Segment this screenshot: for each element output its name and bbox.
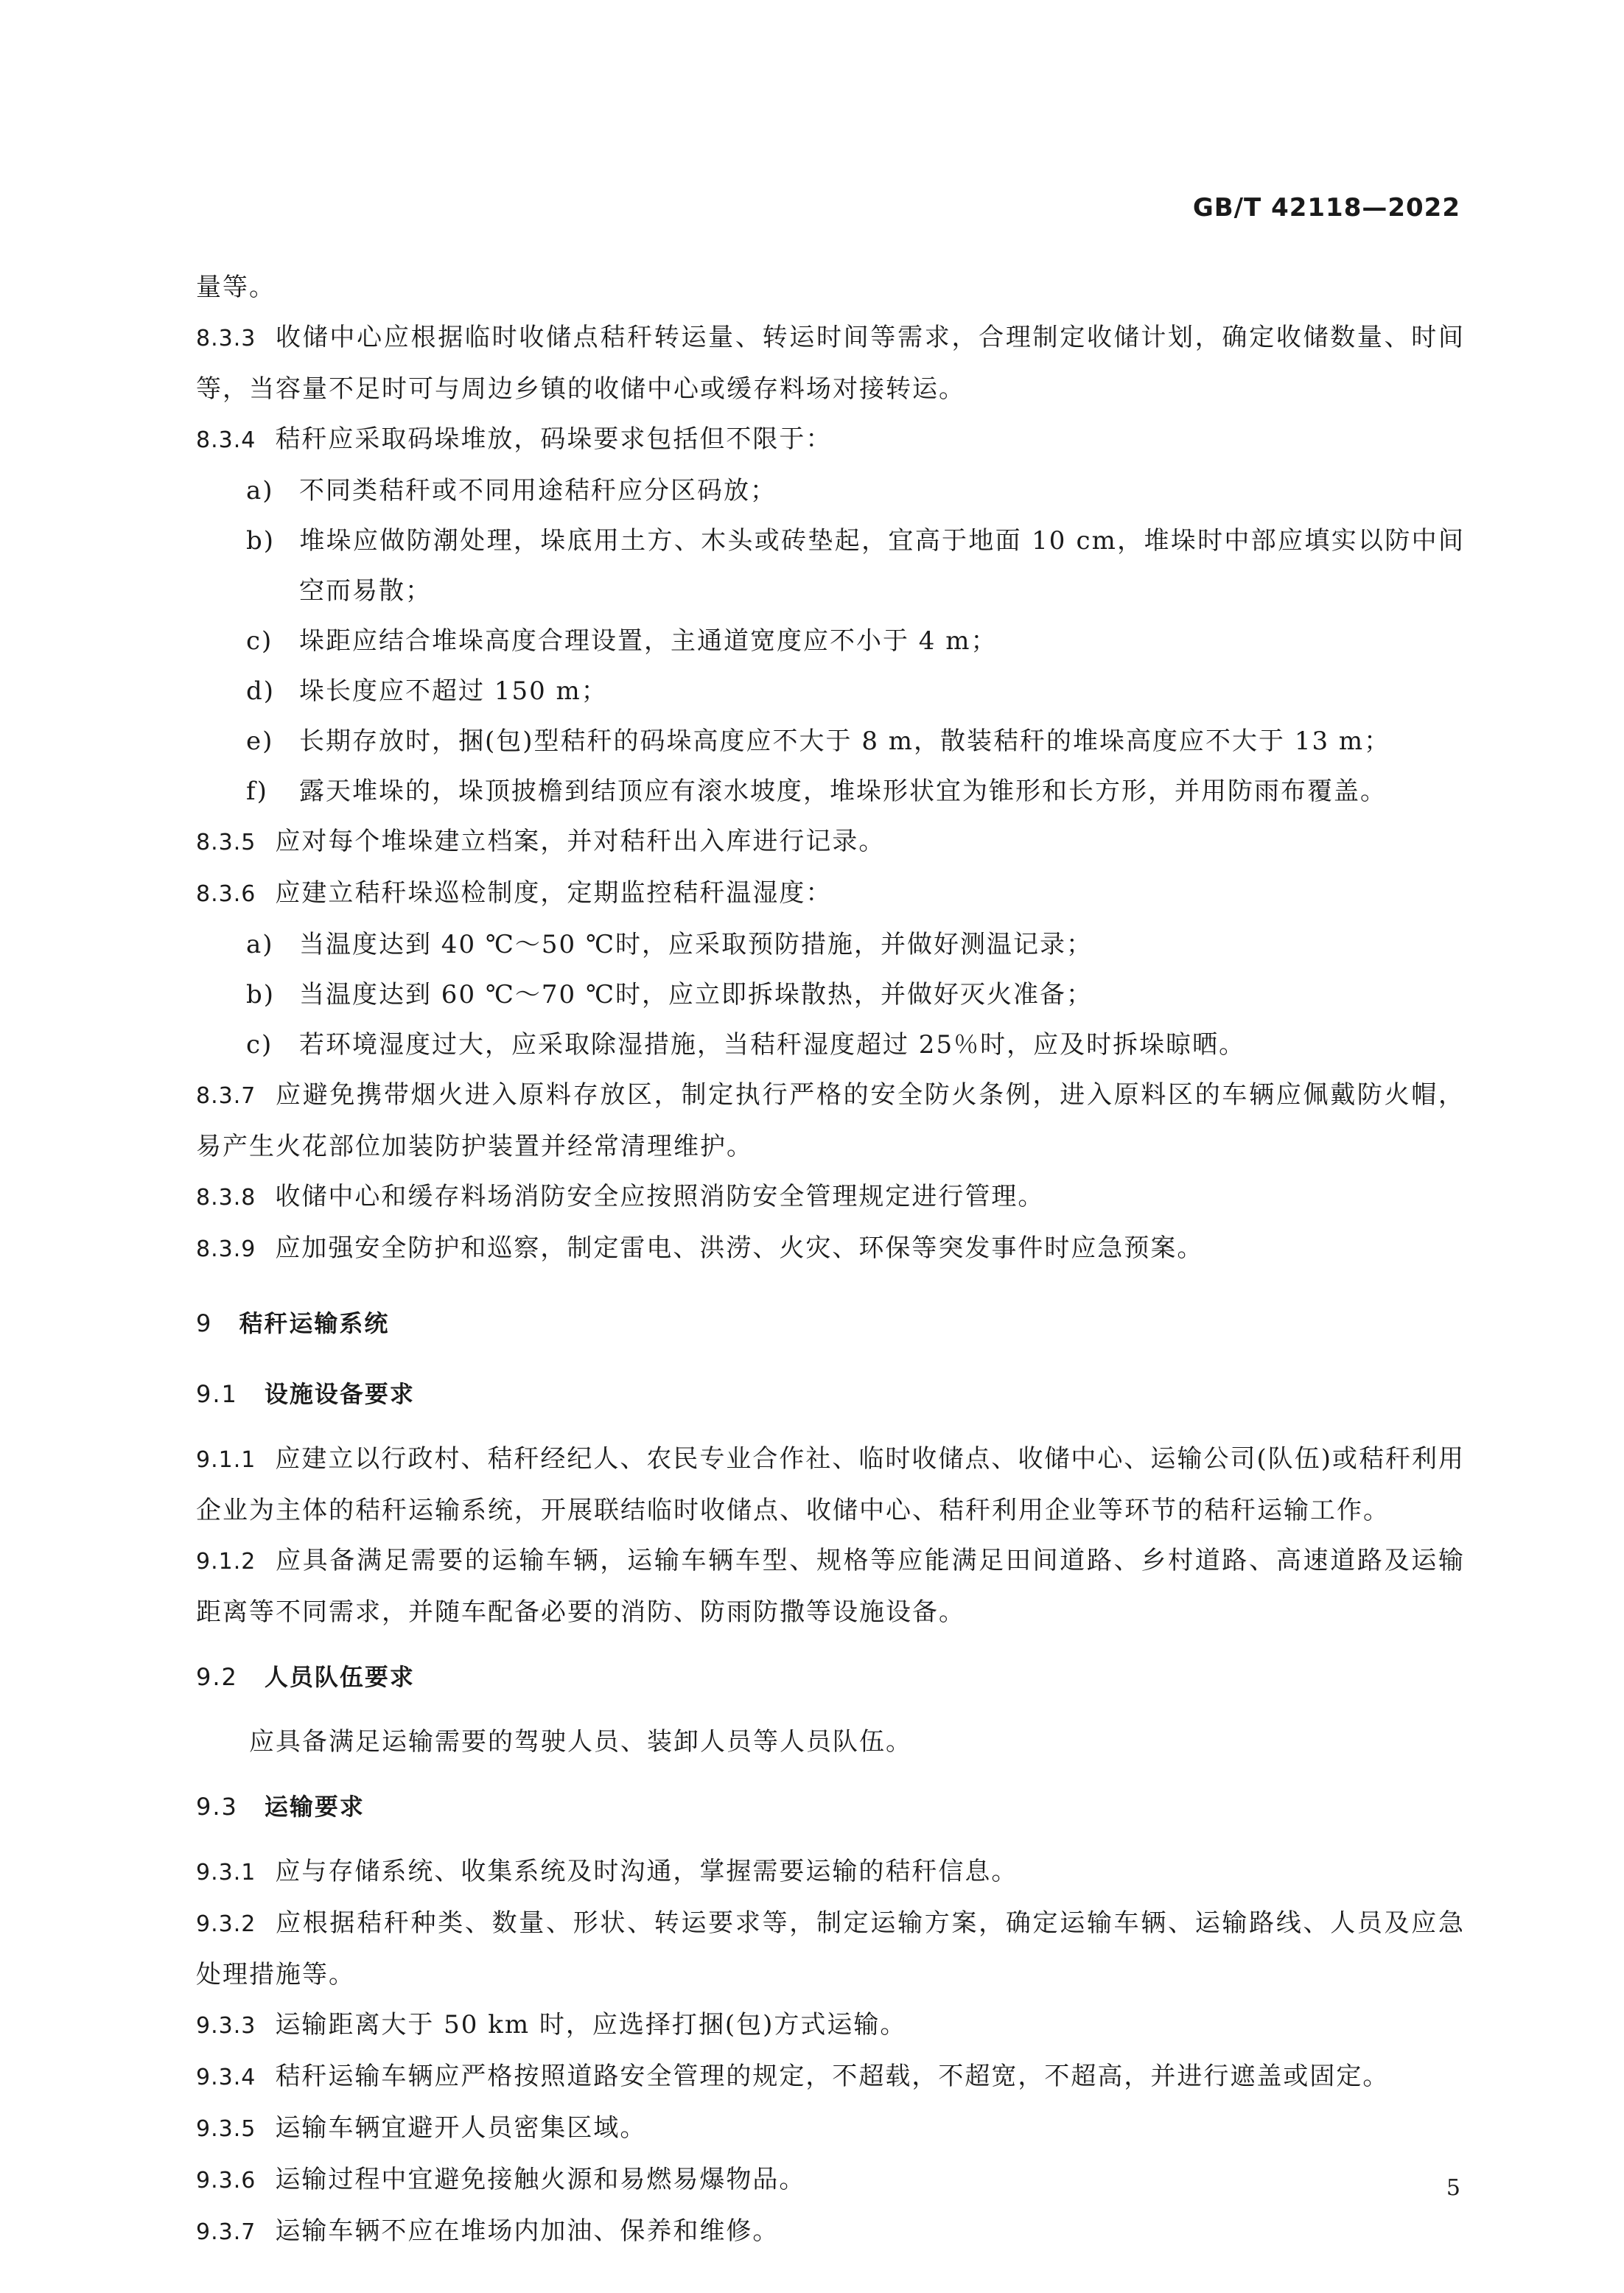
document-body: [196, 262, 1465, 2258]
clause-text: 秸秆应采取码垛堆放，码垛要求包括但不限于：: [275, 424, 833, 454]
list-text: 垛长度应不超过 150 m；: [299, 676, 608, 706]
clause-8-3-3: [196, 312, 1465, 414]
list-text: 露天堆垛的，垛顶披檐到结顶应有滚水坡度，堆垛形状宜为锥形和长方形，并用防雨布覆盖。: [299, 777, 1387, 806]
list-item: [196, 766, 1465, 816]
list-item: [196, 970, 1465, 1020]
list-text: 长期存放时，捆(包)型秸秆的码垛高度应不大于 8 m，散装秸秆的堆垛高度应不大于 13 m；: [299, 727, 1391, 756]
list-text: 垛距应结合堆垛高度合理设置，主通道宽度应不小于 4 m；: [299, 626, 998, 656]
section-number: 9.1: [196, 1380, 238, 1408]
clause-text: 运输距离大于 50 km 时，应选择打捆(包)方式运输。: [275, 2010, 907, 2040]
list-text: 若环境湿度过大，应采取除湿措施，当秸秆湿度超过 25％时，应及时拆垛晾晒。: [299, 1030, 1246, 1060]
page-number: 5: [1446, 2175, 1460, 2201]
standard-code: GB/T 42118—2022: [1192, 193, 1460, 223]
clause-9-3-2: [196, 1898, 1465, 2000]
clause-9-3-6: [196, 2154, 1465, 2206]
section-title: 人员队伍要求: [264, 1663, 415, 1691]
clause-8-3-6-list: [196, 920, 1465, 1070]
clause-number: 9.3.2: [196, 1911, 256, 1937]
clause-8-3-5: [196, 816, 1465, 868]
clause-number: 9.1.1: [196, 1447, 256, 1473]
clause-number: 9.3.7: [196, 2219, 256, 2245]
clause-text: 应避免携带烟火进入原料存放区，制定执行严格的安全防火条例，进入原料区的车辆应佩戴防火帽，易产生火花部位加装防护装置并经常清理维护。: [196, 1080, 1465, 1161]
clause-number: 9.1.2: [196, 1549, 256, 1575]
list-label: a): [246, 930, 274, 959]
list-item: [196, 1020, 1465, 1070]
list-item: [196, 616, 1465, 666]
clause-text: 秸秆运输车辆应严格按照道路安全管理的规定，不超载，不超宽，不超高，并进行遮盖或固定。: [275, 2062, 1390, 2091]
clause-number: 9.3.3: [196, 2013, 256, 2039]
clause-9-3-5: [196, 2103, 1465, 2154]
list-label: d): [246, 676, 276, 706]
clause-text: 收储中心应根据临时收储点秸秆转运量、转运时间等需求，合理制定收储计划，确定收储数量、时间等，当容量不足时可与周边乡镇的收储中心或缓存料场对接转运。: [196, 323, 1465, 404]
clause-8-3-8: [196, 1172, 1465, 1223]
clause-9-3-3: [196, 2000, 1465, 2051]
clause-number: 8.3.5: [196, 830, 256, 855]
clause-number: 8.3.9: [196, 1236, 256, 1262]
section-title: 运输要求: [264, 1793, 365, 1821]
clause-8-3-7: [196, 1070, 1465, 1172]
clause-8-3-4-list: [196, 466, 1465, 816]
list-text: 当温度达到 60 ℃～70 ℃时，应立即拆垛散热，并做好灭火准备；: [299, 980, 1093, 1009]
clause-8-3-6: [196, 868, 1465, 920]
clause-text: 应加强安全防护和巡察，制定雷电、洪涝、火灾、环保等突发事件时应急预案。: [275, 1233, 1204, 1263]
clause-number: 9.3.6: [196, 2168, 256, 2194]
list-label: f): [246, 777, 268, 806]
clause-number: 9.3.5: [196, 2116, 256, 2142]
list-item: [196, 666, 1465, 716]
list-label: c): [246, 626, 273, 656]
list-text: 不同类秸秆或不同用途秸秆应分区码放；: [299, 476, 777, 505]
clause-9-1-1: [196, 1434, 1465, 1536]
clause-number: 9.3.1: [196, 1860, 256, 1886]
list-item: [196, 516, 1465, 616]
clause-text: 运输车辆不应在堆场内加油、保养和维修。: [275, 2216, 780, 2246]
clause-text: 运输车辆宜避开人员密集区域。: [275, 2113, 647, 2143]
clause-number: 8.3.3: [196, 326, 256, 351]
clause-text: 应建立秸秆垛巡检制度，定期监控秸秆温湿度：: [275, 878, 833, 908]
section-number: 9.2: [196, 1663, 238, 1691]
list-item: [196, 466, 1465, 516]
list-text: 当温度达到 40 ℃～50 ℃时，应采取预防措施，并做好测温记录；: [299, 930, 1093, 959]
clause-text: 应建立以行政村、秸秆经纪人、农民专业合作社、临时收储点、收储中心、运输公司(队伍)或秸秆利用企业为主体的秸秆运输系统，开展联结临时收储点、收储中心、秸秆利用企业等环节的秸秆运输工作。: [196, 1444, 1465, 1525]
clause-number: 8.3.8: [196, 1185, 256, 1211]
clause-9-3-7: [196, 2206, 1465, 2258]
clause-text: 应根据秸秆种类、数量、形状、转运要求等，制定运输方案，确定运输车辆、运输路线、人员及应急处理措施等。: [196, 1908, 1465, 1989]
section-number: 9.3: [196, 1793, 238, 1821]
section-title: 设施设备要求: [264, 1380, 415, 1408]
list-label: e): [246, 727, 274, 756]
clause-number: 9.3.4: [196, 2065, 256, 2090]
clause-9-1-2: [196, 1536, 1465, 1637]
clause-9-3-1: [196, 1846, 1465, 1898]
list-label: a): [246, 476, 274, 505]
list-label: c): [246, 1030, 273, 1060]
list-text: 堆垛应做防潮处理，垛底用土方、木头或砖垫起，宜高于地面 10 cm，堆垛时中部应填实以防中间空而易散；: [299, 526, 1465, 606]
clause-number: 8.3.4: [196, 427, 256, 453]
section-heading-9-3: [196, 1782, 1465, 1832]
clause-text: 收储中心和缓存料场消防安全应按照消防安全管理规定进行管理。: [275, 1182, 1045, 1211]
clause-text: 应具备满足需要的运输车辆，运输车辆车型、规格等应能满足田间道路、乡村道路、高速道路及运输距离等不同需求，并随车配备必要的消防、防雨防撒等设施设备。: [196, 1546, 1465, 1627]
clause-text: 运输过程中宜避免接触火源和易燃易爆物品。: [275, 2165, 806, 2194]
list-item: [196, 920, 1465, 970]
list-label: b): [246, 526, 276, 556]
clause-8-3-4: [196, 414, 1465, 466]
section-title: 秸秆运输系统: [239, 1309, 390, 1337]
clause-number: 8.3.7: [196, 1083, 256, 1109]
continuation-text: 量等。: [196, 273, 276, 302]
clause-8-3-9: [196, 1223, 1465, 1275]
clause-number: 8.3.6: [196, 881, 256, 907]
section-number: 9: [196, 1309, 213, 1337]
clause-9-2-text: 应具备满足运输需要的驾驶人员、装卸人员等人员队伍。: [249, 1727, 912, 1757]
section-heading-9: [196, 1298, 1465, 1348]
section-heading-9-2: [196, 1652, 1465, 1702]
clause-9-3-4: [196, 2051, 1465, 2103]
clause-text: 应与存储系统、收集系统及时沟通，掌握需要运输的秸秆信息。: [275, 1857, 1018, 1886]
section-heading-9-1: [196, 1369, 1465, 1419]
clause-text: 应对每个堆垛建立档案，并对秸秆出入库进行记录。: [275, 827, 886, 856]
list-label: b): [246, 980, 276, 1009]
list-item: [196, 716, 1465, 766]
